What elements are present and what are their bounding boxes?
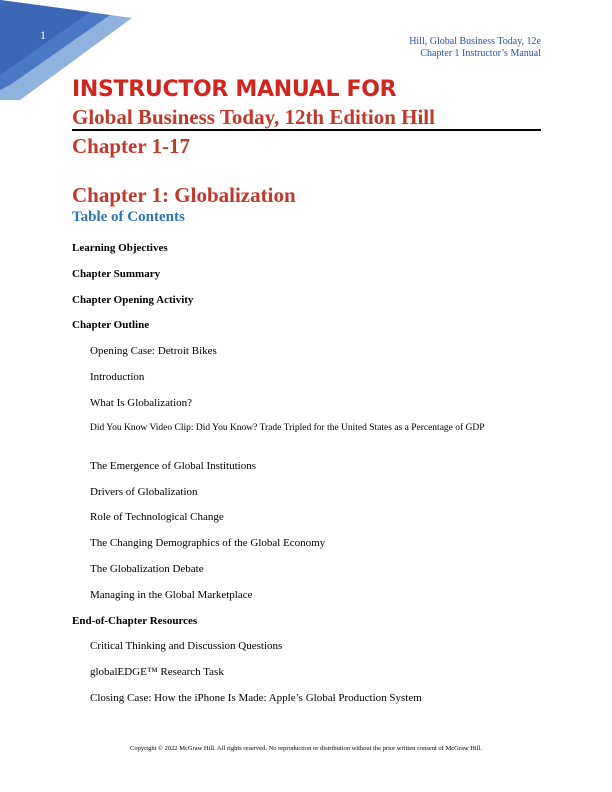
toc-item-drivers-of-globalization[interactable]: Drivers of Globalization	[90, 486, 198, 498]
toc-item-critical-thinking[interactable]: Critical Thinking and Discussion Questions	[90, 640, 283, 652]
toc-item-technological-change[interactable]: Role of Technological Change	[90, 511, 224, 523]
toc-item-globalization-debate[interactable]: The Globalization Debate	[90, 563, 204, 575]
copyright-footer: Copyright © 2022 McGraw Hill. All rights reserved. No reproduction or distribution without the prior written consent of McGraw Hill.	[130, 745, 482, 752]
toc-heading: Table of Contents	[72, 209, 185, 225]
toc-item-chapter-opening-activity[interactable]: Chapter Opening Activity	[72, 294, 194, 306]
toc-item-introduction[interactable]: Introduction	[90, 371, 145, 383]
toc-item-end-of-chapter-resources[interactable]: End-of-Chapter Resources	[72, 615, 198, 627]
toc-item-learning-objectives[interactable]: Learning Objectives	[72, 242, 168, 254]
toc-item-changing-demographics[interactable]: The Changing Demographics of the Global Economy	[90, 537, 326, 549]
toc-item-chapter-summary[interactable]: Chapter Summary	[72, 268, 161, 280]
toc-item-closing-case[interactable]: Closing Case: How the iPhone Is Made: Apple’s Global Production System	[90, 692, 422, 704]
page-number: 1	[40, 28, 46, 42]
header-chapter-label: Chapter 1 Instructor’s Manual	[420, 48, 541, 59]
toc-item-chapter-outline[interactable]: Chapter Outline	[72, 319, 150, 331]
toc-item-managing-global-marketplace[interactable]: Managing in the Global Marketplace	[90, 589, 253, 601]
toc-item-globaledge-research-task[interactable]: globalEDGE™ Research Task	[90, 666, 224, 678]
chapter-range: Chapter 1-17	[72, 134, 191, 158]
book-title: Global Business Today, 12th Edition Hill	[72, 105, 435, 129]
toc-item-global-institutions[interactable]: The Emergence of Global Institutions	[90, 460, 256, 472]
manual-title: INSTRUCTOR MANUAL FOR	[72, 77, 397, 102]
header-book-title: Hill, Global Business Today, 12e	[409, 36, 541, 47]
toc-item-did-you-know-video[interactable]: Did You Know Video Clip: Did You Know? Trade Tripled for the United States as a Percentage of GDP	[90, 423, 485, 433]
toc-item-opening-case[interactable]: Opening Case: Detroit Bikes	[90, 345, 217, 357]
chapter-heading: Chapter 1: Globalization	[72, 183, 296, 207]
toc-item-what-is-globalization[interactable]: What Is Globalization?	[90, 397, 193, 409]
